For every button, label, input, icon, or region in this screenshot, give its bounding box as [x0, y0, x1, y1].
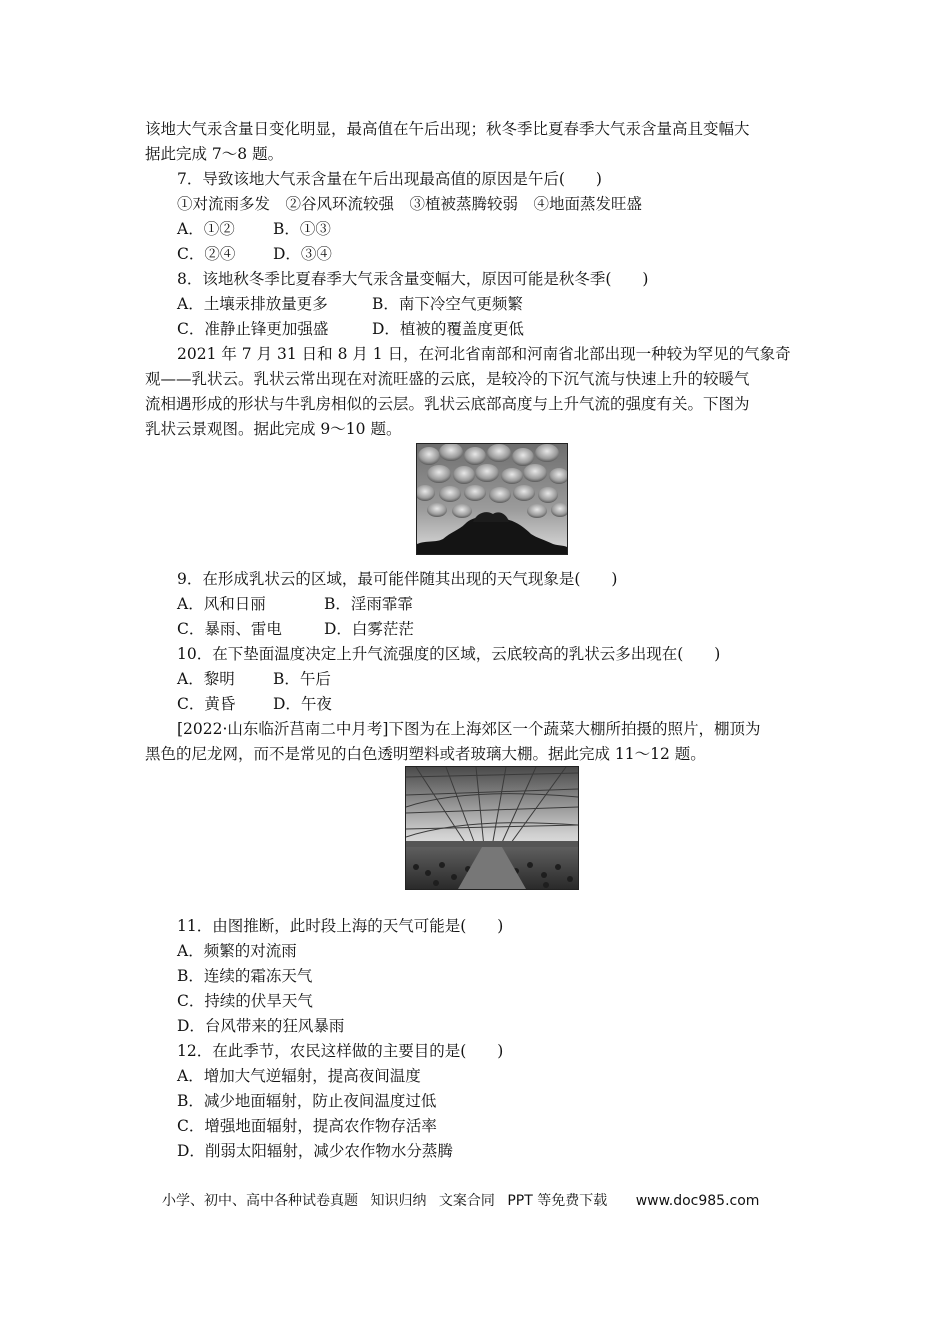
passage3-line2: 黑色的尼龙网，而不是常见的白色透明塑料或者玻璃大棚。据此完成 11～12 题。: [145, 745, 706, 763]
passage3-line1: [2022·山东临沂莒南二中月考]下图为在上海郊区一个蔬菜大棚所拍摄的照片，棚顶为: [177, 720, 761, 738]
q9-stem: 9．在形成乳状云的区域，最可能伴随其出现的天气现象是( ): [177, 570, 618, 588]
footer-url-link[interactable]: www.doc985.com: [635, 1193, 760, 1209]
q12-stem: 12．在此季节，农民这样做的主要目的是( ): [177, 1042, 504, 1060]
passage1-line2: 据此完成 7～8 题。: [145, 145, 284, 163]
q9-option-d: D．白雾茫茫: [324, 620, 414, 638]
q8-option-a: A．土壤汞排放量更多: [177, 295, 328, 313]
q8-option-d: D．植被的覆盖度更低: [372, 320, 524, 338]
greenhouse-photo: [405, 766, 579, 890]
q8-option-c: C．准静止锋更加强盛: [177, 320, 329, 338]
mammatus-cloud-photo: [416, 443, 568, 555]
footer-text-4: PPT 等免费下载: [507, 1193, 608, 1209]
q11-option-d: D．台风带来的狂风暴雨: [177, 1017, 345, 1035]
q7-option-d: D．③④: [273, 245, 332, 263]
passage2-line4: 乳状云景观图。据此完成 9～10 题。: [145, 420, 402, 438]
q8-stem: 8．该地秋冬季比夏春季大气汞含量变幅大，原因可能是秋冬季( ): [177, 270, 649, 288]
q7-option-c: C．②④: [177, 245, 236, 263]
q9-option-a: A．风和日丽: [177, 595, 266, 613]
q10-option-c: C．黄昏: [177, 695, 236, 713]
page-footer: [162, 1190, 767, 1210]
q11-option-a: A．频繁的对流雨: [177, 942, 297, 960]
footer-text-1: 小学、初中、高中各种试卷真题: [162, 1193, 358, 1209]
footer-text-3: 文案合同: [438, 1193, 495, 1209]
passage1-line1: 该地大气汞含量日变化明显，最高值在午后出现；秋冬季比夏春季大气汞含量高且变幅大: [145, 120, 750, 138]
q9-option-b: B．淫雨霏霏: [324, 595, 413, 613]
q11-stem: 11．由图推断，此时段上海的天气可能是( ): [177, 917, 504, 935]
q12-option-d: D．削弱太阳辐射，减少农作物水分蒸腾: [177, 1142, 453, 1160]
q12-option-c: C．增强地面辐射，提高农作物存活率: [177, 1117, 437, 1135]
q12-option-b: B．减少地面辐射，防止夜间温度过低: [177, 1092, 437, 1110]
footer-text-2: 知识归纳: [370, 1193, 427, 1209]
q10-option-a: A．黎明: [177, 670, 235, 688]
passage2-line2: 观——乳状云。乳状云常出现在对流旺盛的云底，是较冷的下沉气流与快速上升的较暖气: [145, 370, 750, 388]
q7-option-a: A．①②: [177, 220, 235, 238]
q11-option-c: C．持续的伏旱天气: [177, 992, 313, 1010]
q10-option-d: D．午夜: [273, 695, 332, 713]
q12-option-a: A．增加大气逆辐射，提高夜间温度: [177, 1067, 421, 1085]
q7-items: ①对流雨多发 ②谷风环流较强 ③植被蒸腾较弱 ④地面蒸发旺盛: [177, 195, 643, 213]
q10-stem: 10．在下垫面温度决定上升气流强度的区域，云底较高的乳状云多出现在( ): [177, 645, 721, 663]
passage2-line3: 流相遇形成的形状与牛乳房相似的云层。乳状云底部高度与上升气流的强度有关。下图为: [145, 395, 750, 413]
passage2-line1: 2021 年 7 月 31 日和 8 月 1 日，在河北省南部和河南省北部出现一种较为罕见的气象奇: [177, 345, 791, 363]
q10-option-b: B．午后: [273, 670, 331, 688]
q7-stem: 7．导致该地大气汞含量在午后出现最高值的原因是午后( ): [177, 170, 602, 188]
q8-option-b: B．南下冷空气更频繁: [372, 295, 523, 313]
q7-option-b: B．①③: [273, 220, 331, 238]
q11-option-b: B．连续的霜冻天气: [177, 967, 313, 985]
q9-option-c: C．暴雨、雷电: [177, 620, 282, 638]
